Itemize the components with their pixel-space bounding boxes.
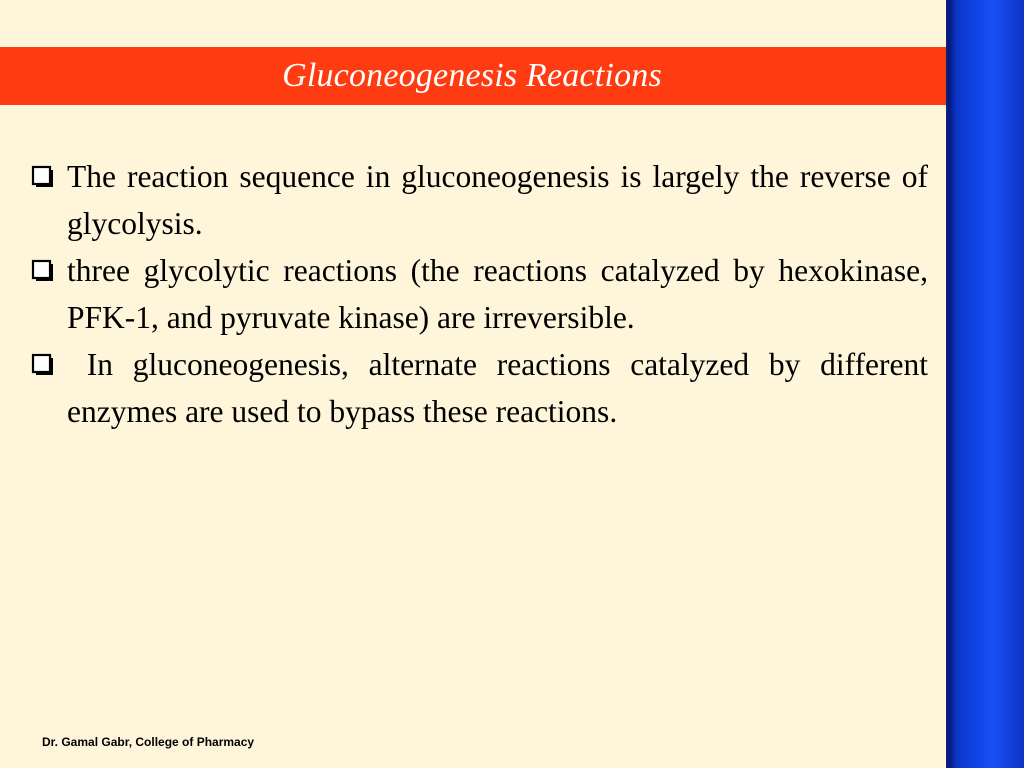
bullet-text: In gluconeogenesis, alternate reactions catalyzed by different enzymes are used to bypass these reactions. — [67, 347, 936, 429]
footer-credit: Dr. Gamal Gabr, College of Pharmacy — [42, 735, 255, 749]
slide-title: Gluconeogenesis Reactions — [282, 57, 662, 94]
hollow-square-bullet-icon — [31, 165, 55, 189]
bullet-text: The reaction sequence in gluconeogenesis is largely the reverse of glycolysis. — [67, 159, 928, 241]
bullet-list — [30, 153, 936, 435]
hollow-square-bullet-icon — [31, 259, 55, 283]
decorative-side-bar — [946, 0, 1024, 768]
bullet-item — [30, 247, 928, 341]
bullet-text: three glycolytic reactions (the reactions catalyzed by hexokinase, PFK-1, and pyruvate kinase) are irreversible. — [67, 253, 928, 335]
bullet-item — [30, 153, 928, 247]
hollow-square-bullet-icon — [31, 353, 55, 377]
title-bar — [0, 47, 946, 105]
bullet-item — [30, 341, 936, 435]
